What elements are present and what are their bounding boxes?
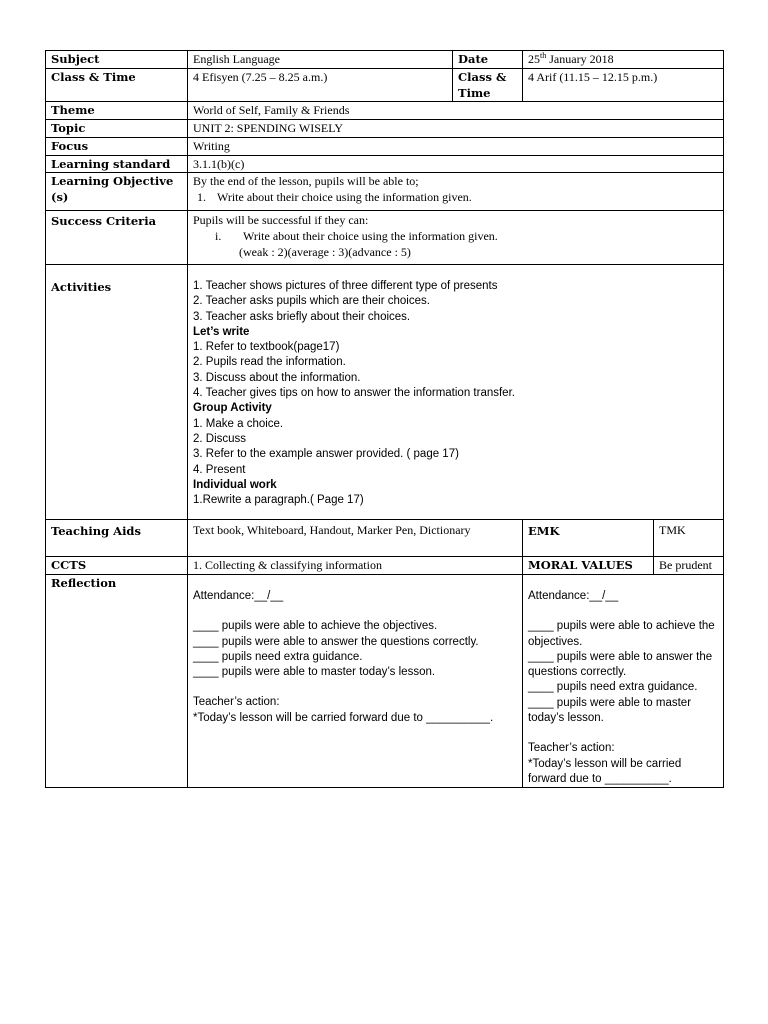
reflection-right-line-2: ____ pupils were able to answer the questions correctly.: [528, 650, 713, 679]
objective-label: Learning Objective (s): [46, 173, 188, 211]
lesson-plan-table: [45, 50, 724, 788]
group-activity-item-2: 2. Discuss: [193, 432, 247, 445]
activities-intro-1: 1. Teacher shows pictures of three different type of presents: [193, 280, 498, 292]
attendance-right: Attendance:__/__: [528, 590, 619, 602]
standard-value: 3.1.1(b)(c): [188, 156, 724, 173]
focus-label: Focus: [46, 138, 188, 156]
reflection-left-line-4: ____ pupils were able to master today’s lesson.: [193, 666, 436, 679]
standard-label: Learning standard: [46, 156, 188, 173]
topic-label: Topic: [46, 120, 188, 138]
objective-intro: By the end of the lesson, pupils will be able to;: [193, 174, 419, 188]
lets-write-item-3: 3. Discuss about the information.: [193, 371, 361, 384]
objective-item-text: Write about their choice using the information given.: [217, 190, 472, 204]
individual-work-item-1: 1.Rewrite a paragraph.( Page 17): [193, 494, 364, 507]
success-item: [193, 228, 718, 244]
lets-write-item-1: 1. Refer to textbook(page17): [193, 341, 340, 354]
aids-label: Teaching Aids: [46, 520, 188, 557]
reflection-left-line-3: ____ pupils need extra guidance.: [193, 650, 363, 663]
aids-value: Text book, Whiteboard, Handout, Marker Pen, Dictionary: [188, 520, 523, 557]
subject-label: Subject: [46, 51, 188, 69]
standard-row: [46, 156, 724, 173]
tmk-value: TMK: [654, 520, 724, 557]
reflection-right-line-1: ____ pupils were able to achieve the objectives.: [528, 620, 715, 648]
subject-value: English Language: [188, 51, 453, 69]
class-time-label-2: Class & Time: [453, 69, 523, 102]
class-time-value-2: 4 Arif (11.15 – 12.15 p.m.): [523, 69, 724, 102]
activities-label: Activities: [46, 265, 188, 520]
success-row: [46, 211, 724, 265]
topic-value: UNIT 2: SPENDING WISELY: [188, 120, 724, 138]
class-time-row: [46, 69, 724, 102]
reflection-left-line-2: ____ pupils were able to answer the questions correctly.: [193, 635, 479, 648]
success-cell: [188, 211, 724, 265]
reflection-left-line-1: ____ pupils were able to achieve the objectives.: [193, 620, 438, 633]
date-value: [523, 51, 724, 69]
activities-cell: [188, 265, 724, 520]
reflection-left: [188, 575, 523, 788]
topic-row: [46, 120, 724, 138]
reflection-right-line-4: ____ pupils were able to master today’s lesson.: [528, 696, 692, 725]
reflection-right-line-3: ____ pupils need extra guidance.: [528, 681, 698, 694]
ccts-row: [46, 557, 724, 575]
objective-item-number: 1.: [197, 190, 206, 204]
teacher-action-left-text: *Today’s lesson will be carried forward due to __________.: [193, 711, 494, 724]
focus-row: [46, 138, 724, 156]
theme-row: [46, 102, 724, 120]
success-label: Success Criteria: [46, 211, 188, 265]
group-activity-item-4: 4. Present: [193, 463, 246, 476]
class-time-label: Class & Time: [46, 69, 188, 102]
teacher-action-right-text: *Today’s lesson will be carried forward due to __________.: [528, 757, 682, 785]
objective-item: [193, 189, 718, 205]
date-month-year: January 2018: [546, 52, 614, 66]
theme-label: Theme: [46, 102, 188, 120]
moral-values-value: Be prudent: [654, 557, 724, 575]
teacher-action-right-title: Teacher’s action:: [528, 742, 615, 755]
moral-values-label: MORAL VALUES: [523, 557, 654, 575]
reflection-right: [523, 575, 724, 788]
activities-row: [46, 265, 724, 520]
date-label: Date: [453, 51, 523, 69]
date-suffix: th: [540, 51, 547, 60]
focus-value: Writing: [188, 138, 724, 156]
success-levels: (weak : 2)(average : 3)(advance : 5): [239, 245, 411, 259]
emk-label: EMK: [523, 520, 654, 557]
objective-cell: [188, 173, 724, 211]
theme-value: World of Self, Family & Friends: [188, 102, 724, 120]
reflection-label: Reflection: [46, 575, 188, 788]
group-activity-item-3: 3. Refer to the example answer provided. ( page 17): [193, 448, 459, 461]
group-activity-heading: Group Activity: [193, 402, 272, 415]
subject-row: [46, 51, 724, 69]
success-intro: Pupils will be successful if they can:: [193, 213, 369, 227]
activities-intro-2: 2. Teacher asks pupils which are their choices.: [193, 295, 430, 308]
aids-row: [46, 520, 724, 557]
individual-work-heading: Individual work: [193, 478, 277, 491]
attendance-left: Attendance:__/__: [193, 590, 284, 602]
class-time-value-1: 4 Efisyen (7.25 – 8.25 a.m.): [188, 69, 453, 102]
activities-intro-3: 3. Teacher asks briefly about their choices.: [193, 310, 411, 323]
group-activity-item-1: 1. Make a choice.: [193, 417, 284, 430]
teacher-action-left-title: Teacher’s action:: [193, 696, 280, 709]
lets-write-item-2: 2. Pupils read the information.: [193, 356, 346, 369]
objective-row: [46, 173, 724, 211]
ccts-label: CCTS: [46, 557, 188, 575]
success-item-number: i.: [215, 229, 222, 243]
success-item-text: Write about their choice using the information given.: [243, 229, 498, 243]
ccts-value: 1. Collecting & classifying information: [188, 557, 523, 575]
lets-write-item-4: 4. Teacher gives tips on how to answer the information transfer.: [193, 387, 515, 400]
date-day: 25: [528, 52, 541, 66]
reflection-row: [46, 575, 724, 788]
lets-write-heading: Let’s write: [193, 325, 250, 338]
